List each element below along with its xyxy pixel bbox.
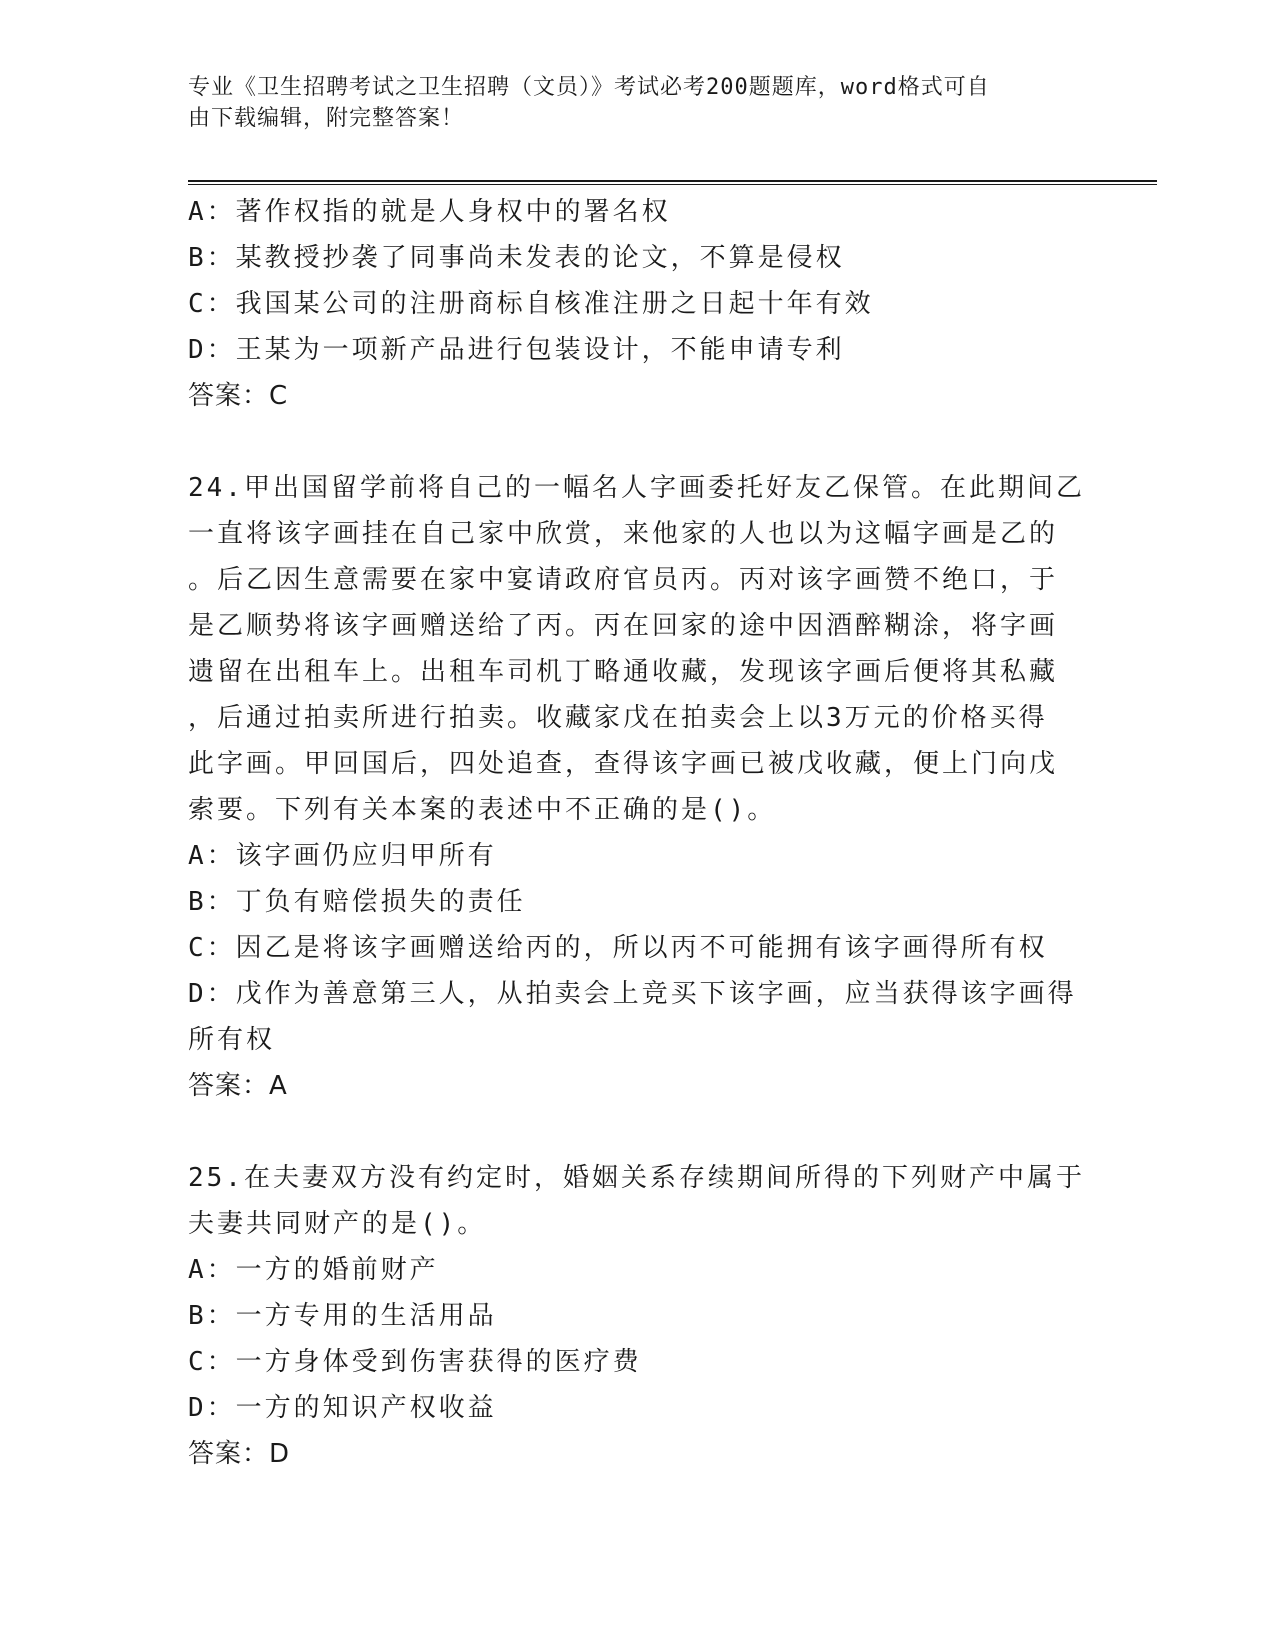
question-stem-line: 此字画。甲回国后，四处追查，查得该字画已被戊收藏，便上门向戊 [188, 749, 1059, 779]
option-b: B：某教授抄袭了同事尚未发表的论文，不算是侵权 [188, 243, 845, 273]
header-divider-thin [188, 184, 1157, 185]
header-divider-thick [188, 180, 1157, 182]
document-header [188, 72, 1078, 134]
header-line-2: 由下载编辑，附完整答案！ [188, 106, 465, 131]
option-c: C：我国某公司的注册商标自核准注册之日起十年有效 [188, 289, 874, 319]
option-d: D：王某为一项新产品进行包装设计，不能申请专利 [188, 335, 845, 365]
question-stem-line: 24.甲出国留学前将自己的一幅名人字画委托好友乙保管。在此期间乙 [188, 473, 1085, 503]
question-stem-line: 一直将该字画挂在自己家中欣赏，来他家的人也以为这幅字画是乙的 [188, 519, 1059, 549]
question-spacer [188, 1109, 1088, 1155]
option-b: B：丁负有赔偿损失的责任 [188, 887, 526, 917]
question-stem-line: 遗留在出租车上。出租车司机丁略通收藏，发现该字画后便将其私藏 [188, 657, 1059, 687]
option-a: A：一方的婚前财产 [188, 1255, 439, 1285]
option-a: A：该字画仍应归甲所有 [188, 841, 497, 871]
question-23 [188, 189, 1088, 419]
question-24 [188, 465, 1088, 1109]
answer: 答案：C [188, 381, 289, 411]
option-b: B：一方专用的生活用品 [188, 1301, 497, 1331]
option-a: A：著作权指的就是人身权中的署名权 [188, 197, 671, 227]
question-stem-line: 。后乙因生意需要在家中宴请政府官员丙。丙对该字画赞不绝口，于 [188, 565, 1059, 595]
document-body [188, 189, 1088, 1477]
question-stem-line: 索要。下列有关本案的表述中不正确的是()。 [188, 795, 777, 825]
option-c: C：一方身体受到伤害获得的医疗费 [188, 1347, 642, 1377]
question-stem-line: 是乙顺势将该字画赠送给了丙。丙在回家的途中因酒醉糊涂，将字画 [188, 611, 1059, 641]
question-25 [188, 1155, 1088, 1477]
question-spacer [188, 419, 1088, 465]
answer: 答案：D [188, 1439, 291, 1469]
answer: 答案：A [188, 1071, 288, 1101]
header-line-1: 专业《卫生招聘考试之卫生招聘（文员）》考试必考200题题库，word格式可自 [188, 75, 990, 100]
option-d: D：戊作为善意第三人，从拍卖会上竞买下该字画，应当获得该字画得 [188, 979, 1077, 1009]
option-d: D：一方的知识产权收益 [188, 1393, 497, 1423]
question-stem-line: 夫妻共同财产的是()。 [188, 1209, 487, 1239]
option-d-continued: 所有权 [188, 1025, 276, 1055]
option-c: C：因乙是将该字画赠送给丙的，所以丙不可能拥有该字画得所有权 [188, 933, 1048, 963]
question-stem-line: 25.在夫妻双方没有约定时，婚姻关系存续期间所得的下列财产中属于 [188, 1163, 1085, 1193]
question-stem-line: ，后通过拍卖所进行拍卖。收藏家戊在拍卖会上以3万元的价格买得 [188, 703, 1048, 733]
